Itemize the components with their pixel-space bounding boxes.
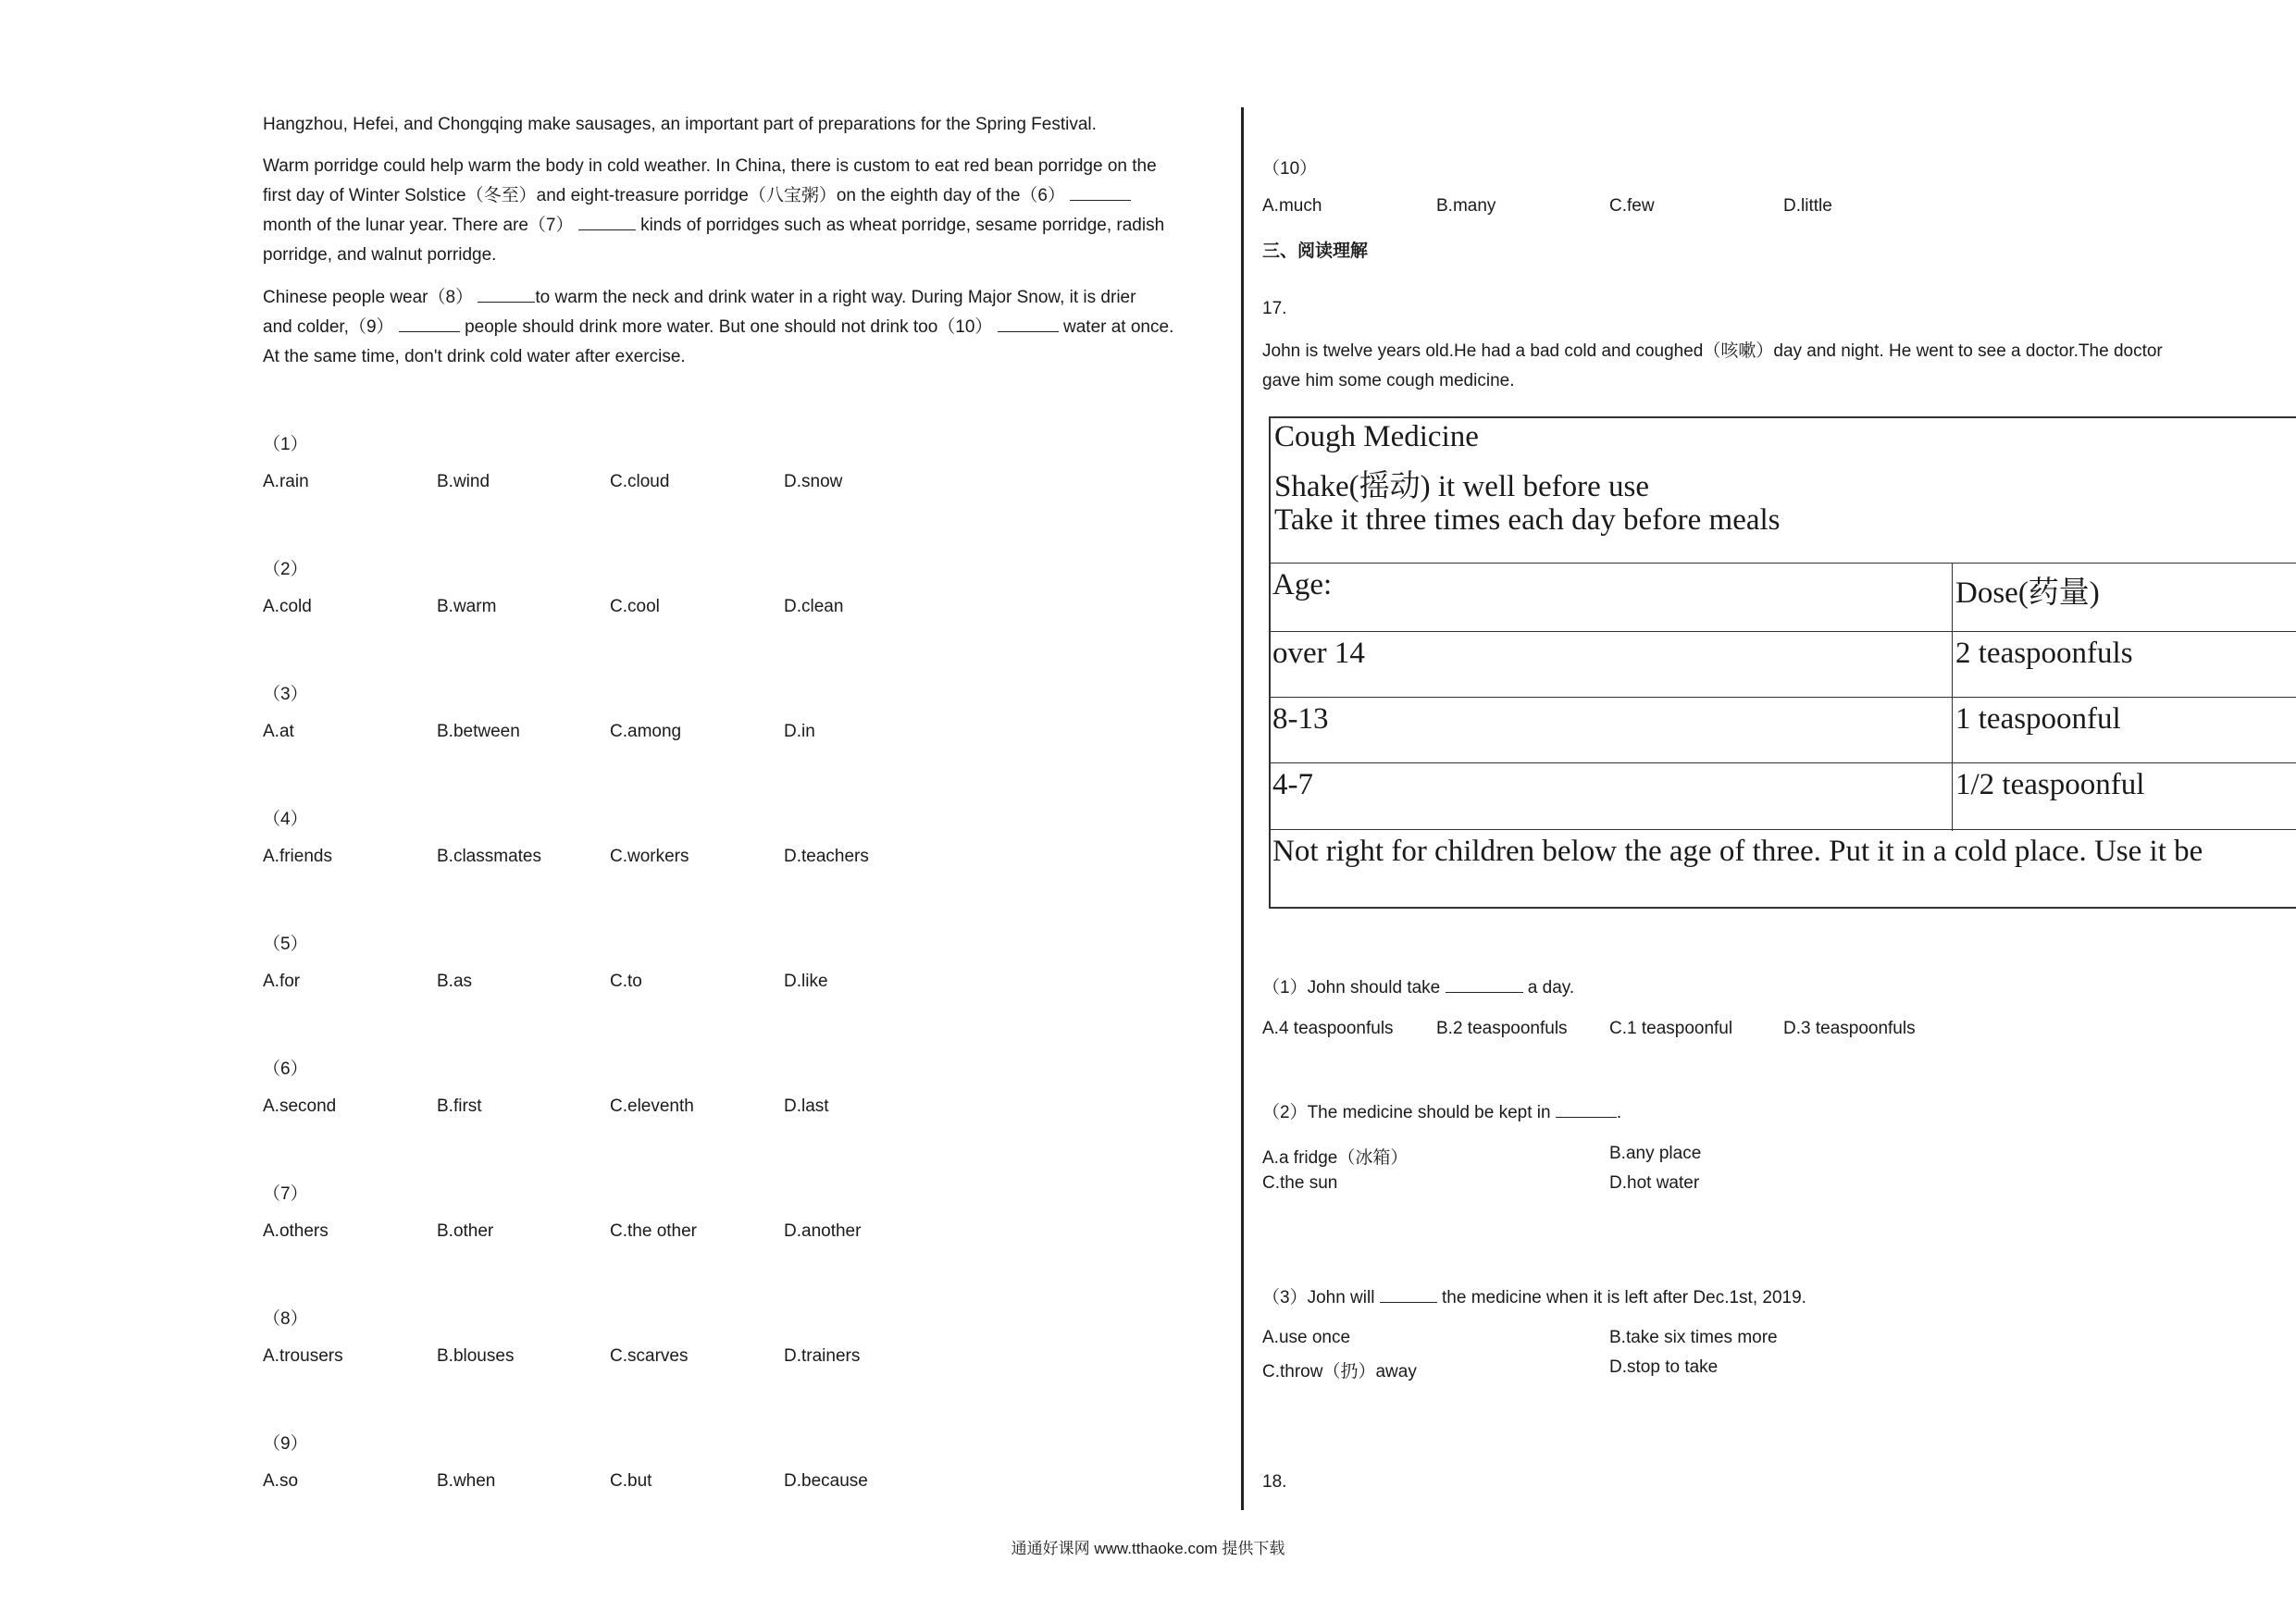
option-b[interactable]: B.take six times more (1609, 1328, 1778, 1347)
passage-line: gave him some cough medicine. (1262, 371, 1515, 390)
question-number: （1） (263, 435, 308, 454)
question-text (1262, 1098, 1621, 1129)
option-d[interactable]: D.snow (784, 472, 843, 491)
option-b[interactable]: B.first (437, 1096, 482, 1116)
table-header-age: Age: (1272, 568, 1333, 601)
question-number: （5） (263, 935, 308, 954)
table-cell-age: 4-7 (1272, 768, 1313, 801)
medicine-title: Cough Medicine (1274, 420, 1479, 453)
answer-blank-6 (1070, 183, 1131, 201)
option-c[interactable]: C.but (610, 1471, 652, 1491)
option-c[interactable]: C.1 teaspoonful (1609, 1019, 1733, 1038)
answer-blank-9 (399, 315, 460, 332)
option-c[interactable]: C.among (610, 722, 682, 741)
option-d[interactable]: D.because (784, 1471, 868, 1491)
text-segment: Chinese people wear（8） (263, 288, 474, 307)
option-a[interactable]: A.friends (263, 847, 332, 866)
option-b[interactable]: B.blouses (437, 1346, 515, 1366)
question-number: 18. (1262, 1472, 1287, 1492)
table-rule (1271, 762, 2296, 763)
text-segment: the medicine when it is left after Dec.1st, 2019. (1442, 1288, 1806, 1307)
answer-blank-7 (578, 213, 636, 230)
text-segment: first day of Winter Solstice（冬至）and eight-treasure porridge（八宝粥）on the eighth day of the（6） (263, 186, 1065, 205)
passage-line (263, 283, 1136, 314)
option-a[interactable]: A.much (1262, 196, 1322, 216)
option-b[interactable]: B.between (437, 722, 520, 741)
option-d[interactable]: D.like (784, 972, 828, 991)
option-a[interactable]: A.at (263, 722, 294, 741)
question-number: （7） (263, 1184, 308, 1204)
option-c[interactable]: C.cloud (610, 472, 670, 491)
text-segment: （2）The medicine should be kept in (1262, 1103, 1551, 1122)
text-segment: （3）John will (1262, 1288, 1375, 1307)
option-c[interactable]: C.workers (610, 847, 689, 866)
option-d[interactable]: D.in (784, 722, 815, 741)
option-d[interactable]: D.trainers (784, 1346, 861, 1366)
answer-blank (1556, 1100, 1617, 1118)
option-b[interactable]: B.warm (437, 597, 497, 616)
option-c[interactable]: C.scarves (610, 1346, 689, 1366)
option-c[interactable]: C.to (610, 972, 642, 991)
option-b[interactable]: B.any place (1609, 1144, 1702, 1163)
option-c[interactable]: C.throw（扔）away (1262, 1362, 1417, 1381)
option-d[interactable]: D.last (784, 1096, 829, 1116)
passage-line: porridge, and walnut porridge. (263, 245, 497, 265)
text-segment: a day. (1527, 978, 1575, 997)
table-cell-age: 8-13 (1272, 702, 1329, 736)
option-d[interactable]: D.stop to take (1609, 1357, 1719, 1377)
option-c[interactable]: C.cool (610, 597, 660, 616)
table-rule (1271, 563, 2296, 564)
passage-line (263, 211, 1164, 242)
option-a[interactable]: A.cold (263, 597, 312, 616)
option-d[interactable]: D.little (1783, 196, 1832, 216)
text-segment: kinds of porridges such as wheat porridge, sesame porridge, radish (640, 216, 1165, 235)
table-header-dose: Dose(药量) (1955, 576, 2100, 610)
option-a[interactable]: A.so (263, 1471, 299, 1491)
option-b[interactable]: B.classmates (437, 847, 541, 866)
table-cell-age: over 14 (1272, 637, 1365, 670)
option-b[interactable]: B.when (437, 1471, 496, 1491)
option-c[interactable]: C.few (1609, 196, 1655, 216)
question-number: （10） (1262, 159, 1318, 179)
question-number: （9） (263, 1434, 308, 1454)
option-a[interactable]: A.rain (263, 472, 309, 491)
option-d[interactable]: D.clean (784, 597, 844, 616)
option-a[interactable]: A.use once (1262, 1328, 1351, 1347)
passage-line (263, 181, 1131, 212)
section-title: 三、阅读理解 (1262, 242, 1369, 261)
question-number: 17. (1262, 299, 1287, 318)
question-number: （3） (263, 685, 308, 704)
medicine-label-table (1269, 416, 2296, 909)
text-segment: water at once. (1063, 317, 1174, 337)
option-d[interactable]: D.teachers (784, 847, 869, 866)
table-rule (1271, 631, 2296, 632)
option-b[interactable]: B.wind (437, 472, 490, 491)
option-a[interactable]: A.second (263, 1096, 337, 1116)
option-b[interactable]: B.2 teaspoonfuls (1436, 1019, 1568, 1038)
answer-blank (1380, 1285, 1437, 1303)
option-d[interactable]: D.3 teaspoonfuls (1783, 1019, 1916, 1038)
question-text (1262, 973, 1574, 1004)
option-b[interactable]: B.many (1436, 196, 1496, 216)
option-c[interactable]: C.the sun (1262, 1173, 1338, 1193)
table-rule (1271, 829, 2296, 830)
question-number: （8） (263, 1309, 308, 1329)
passage-line: John is twelve years old.He had a bad cold and coughed（咳嗽）day and night. He went to see a doctor.The doctor (1262, 341, 2163, 361)
text-segment: and colder,（9） (263, 317, 394, 337)
question-number: （4） (263, 810, 308, 829)
answer-blank-10 (998, 315, 1059, 332)
question-number: （2） (263, 560, 308, 579)
text-segment: people should drink more water. But one should not drink too（10） (465, 317, 993, 337)
text-segment: month of the lunar year. There are（7） (263, 216, 574, 235)
medicine-instruction: Take it three times each day before meals (1274, 503, 1781, 537)
option-d[interactable]: D.another (784, 1221, 862, 1241)
table-rule (1271, 697, 2296, 698)
option-a[interactable]: A.a fridge（冰箱） (1262, 1148, 1409, 1168)
option-b[interactable]: B.other (437, 1221, 494, 1241)
text-segment: . (1616, 1103, 1622, 1122)
text-segment: to warm the neck and drink water in a right way. During Major Snow, it is drier (535, 288, 1136, 307)
passage-line: Warm porridge could help warm the body in cold weather. In China, there is custom to eat red bean porridge on the (263, 156, 1157, 176)
option-a[interactable]: A.4 teaspoonfuls (1262, 1019, 1394, 1038)
table-cell-dose: 1/2 teaspoonful (1955, 768, 2145, 801)
table-cell-dose: 1 teaspoonful (1955, 702, 2121, 736)
option-d[interactable]: D.hot water (1609, 1173, 1700, 1193)
medicine-note: Not right for children below the age of three. Put it in a cold place. Use it be (1272, 835, 2203, 868)
passage-line: At the same time, don't drink cold water after exercise. (263, 347, 686, 366)
option-c[interactable]: C.eleventh (610, 1096, 694, 1116)
answer-blank-8 (478, 285, 535, 303)
column-divider (1241, 107, 1244, 1510)
table-cell-dose: 2 teaspoonfuls (1955, 637, 2133, 670)
medicine-instruction: Shake(摇动) it well before use (1274, 470, 1650, 503)
answer-blank (1446, 975, 1523, 993)
table-rule (1952, 563, 1953, 831)
passage-line: Hangzhou, Hefei, and Chongqing make sausages, an important part of preparations for the Spring Festival. (263, 115, 1097, 134)
passage-line (263, 313, 1173, 343)
option-b[interactable]: B.as (437, 972, 473, 991)
option-a[interactable]: A.for (263, 972, 301, 991)
question-text (1262, 1283, 1806, 1314)
option-c[interactable]: C.the other (610, 1221, 697, 1241)
option-a[interactable]: A.trousers (263, 1346, 343, 1366)
text-segment: （1）John should take (1262, 978, 1441, 997)
option-a[interactable]: A.others (263, 1221, 329, 1241)
question-number: （6） (263, 1059, 308, 1079)
page-footer: 通通好课网 www.tthaoke.com 提供下载 (1011, 1540, 1285, 1557)
